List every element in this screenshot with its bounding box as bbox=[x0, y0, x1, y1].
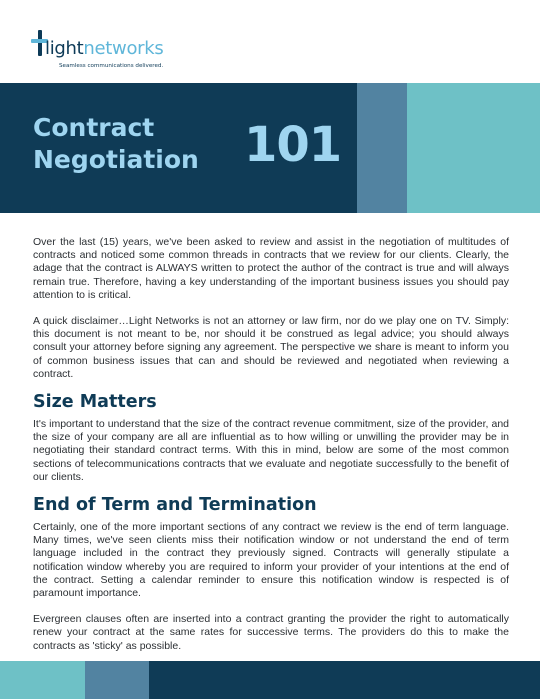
logo-word-networks: networks bbox=[83, 38, 164, 59]
logo-word-light: light bbox=[45, 38, 84, 59]
end-of-term-paragraph-2: Evergreen clauses often are inserted into a contract granting the provider the right to automatically renew your contract at the same rates for successive terms. The providers do this to make the contracts as 'sticky' as possible. bbox=[33, 613, 509, 652]
page-title-line1: Contract bbox=[33, 113, 155, 142]
footer-block-teal bbox=[0, 661, 85, 699]
logo-tagline: Seamless communications delivered. bbox=[59, 63, 164, 69]
page-title-line2: Negotiation bbox=[33, 145, 199, 174]
intro-paragraph: Over the last (15) years, we've been asked to review and assist in the negotiation of multitudes of contracts and noticed some common threads in contracts that we review for our clients. Clearly, the adage that the contract is ALWAYS written to protect the author of the contract is true and will always remain true. Therefore, having a key understanding of the important business issues you should pay attention to is critical. bbox=[33, 236, 509, 301]
footer-block-steel bbox=[85, 661, 149, 699]
page-title bbox=[33, 112, 199, 176]
banner-accent-block-steel bbox=[357, 83, 407, 213]
footer-color-bar bbox=[0, 661, 540, 699]
banner-accent-block-teal bbox=[407, 83, 540, 213]
page-title-number: 101 bbox=[244, 117, 342, 173]
section-heading-end-of-term: End of Term and Termination bbox=[33, 495, 317, 516]
size-matters-paragraph: It's important to understand that the size of the contract revenue commitment, size of the provider, and the size of your company are all are influential as to how willing or unwilling the provider may be in negotiating their standard contract terms. With this in mind, below are some of the most common sections of telecommunications contracts that we evaluate and negotiate successfully to the benefit of our clients. bbox=[33, 418, 509, 483]
footer-block-navy bbox=[149, 661, 540, 699]
end-of-term-paragraph-1: Certainly, one of the more important sections of any contract we review is the end of term language. Many times, we've seen clients miss their notification window or not understand the end of term language included in the contract they previously signed. Contracts will generally stipulate a notification window whereby you are required to inform your provider of your intentions at the end of the contract. Setting a calendar reminder to ensure this notification window is respected is of paramount importance. bbox=[33, 521, 509, 600]
company-logo bbox=[31, 30, 231, 76]
disclaimer-paragraph: A quick disclaimer…Light Networks is not an attorney or law firm, nor do we play one on TV. Simply: this document is not meant to be, nor should it be construed as legal advice; you should always consult your attorney before signing any agreement. The perspective we share is meant to inform you of common business issues that can and should be reviewed and negotiated when reviewing a contract. bbox=[33, 315, 509, 380]
logo-wordmark bbox=[45, 38, 163, 59]
document-body bbox=[33, 236, 509, 653]
section-heading-size-matters: Size Matters bbox=[33, 392, 157, 413]
